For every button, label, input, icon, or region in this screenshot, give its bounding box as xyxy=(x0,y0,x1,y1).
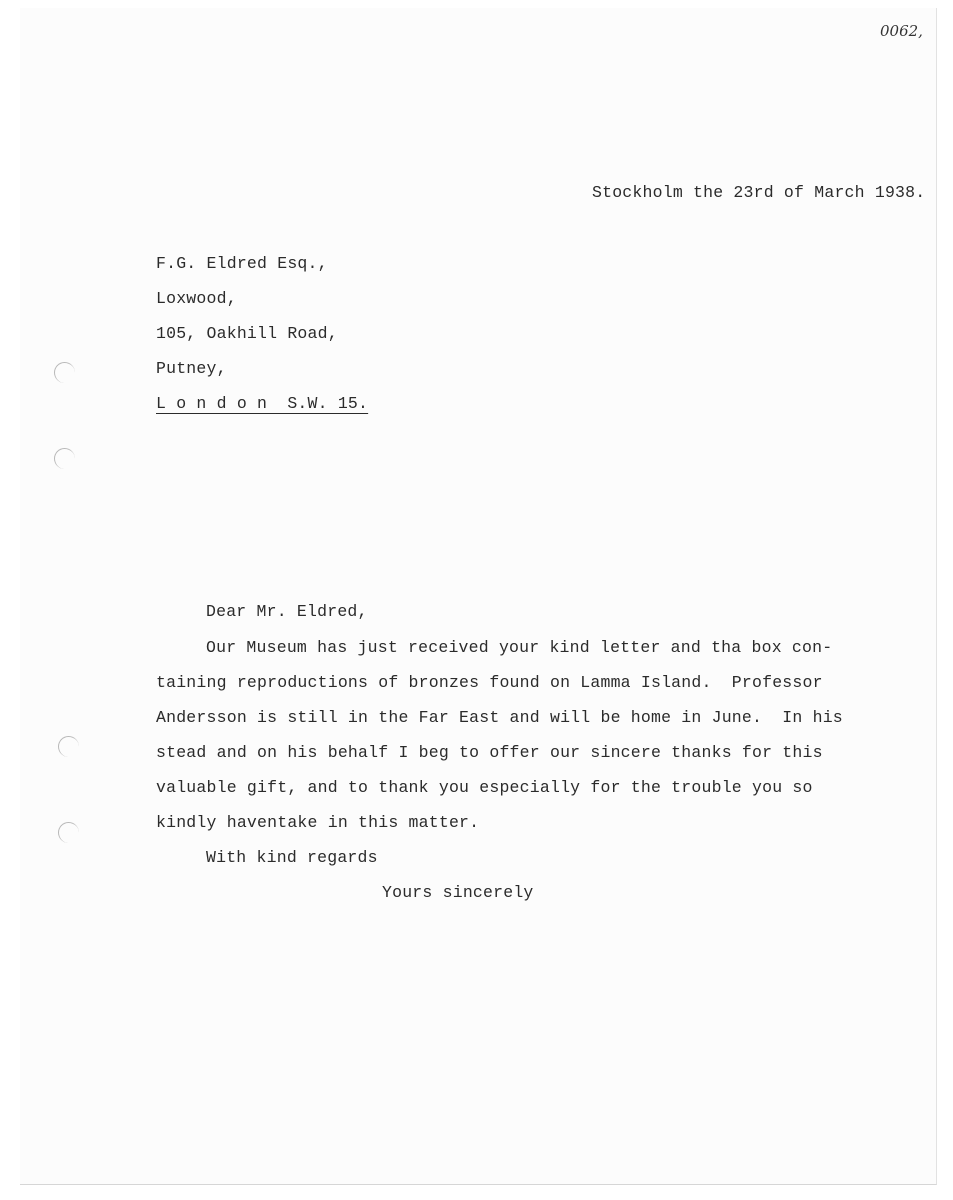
salutation: Dear Mr. Eldred, xyxy=(206,602,368,621)
punch-hole-mark xyxy=(58,736,79,757)
page-number: 0062, xyxy=(880,22,923,40)
punch-hole-mark xyxy=(58,822,79,843)
body-line-5: valuable gift, and to thank you especially for the trouble you so xyxy=(156,778,813,797)
punch-hole-mark xyxy=(54,448,75,469)
body-line-3: Andersson is still in the Far East and will be home in June. In his xyxy=(156,708,843,727)
closing-regards: With kind regards xyxy=(206,848,378,867)
address-line-4: Putney, xyxy=(156,359,227,378)
address-line-3: 105, Oakhill Road, xyxy=(156,324,338,343)
body-line-1: Our Museum has just received your kind letter and tha box con- xyxy=(206,638,833,657)
closing-signoff: Yours sincerely xyxy=(382,883,534,902)
address-line-2: Loxwood, xyxy=(156,289,237,308)
body-line-4: stead and on his behalf I beg to offer our sincere thanks for this xyxy=(156,743,823,762)
punch-hole-mark xyxy=(54,362,75,383)
address-line-1: F.G. Eldred Esq., xyxy=(156,254,328,273)
body-line-6: kindly haventake in this matter. xyxy=(156,813,480,832)
date-line: Stockholm the 23rd of March 1938. xyxy=(592,183,926,202)
address-line-5: L o n d o n S.W. 15. xyxy=(156,394,369,413)
body-line-2: taining reproductions of bronzes found on Lamma Island. Professor xyxy=(156,673,823,692)
